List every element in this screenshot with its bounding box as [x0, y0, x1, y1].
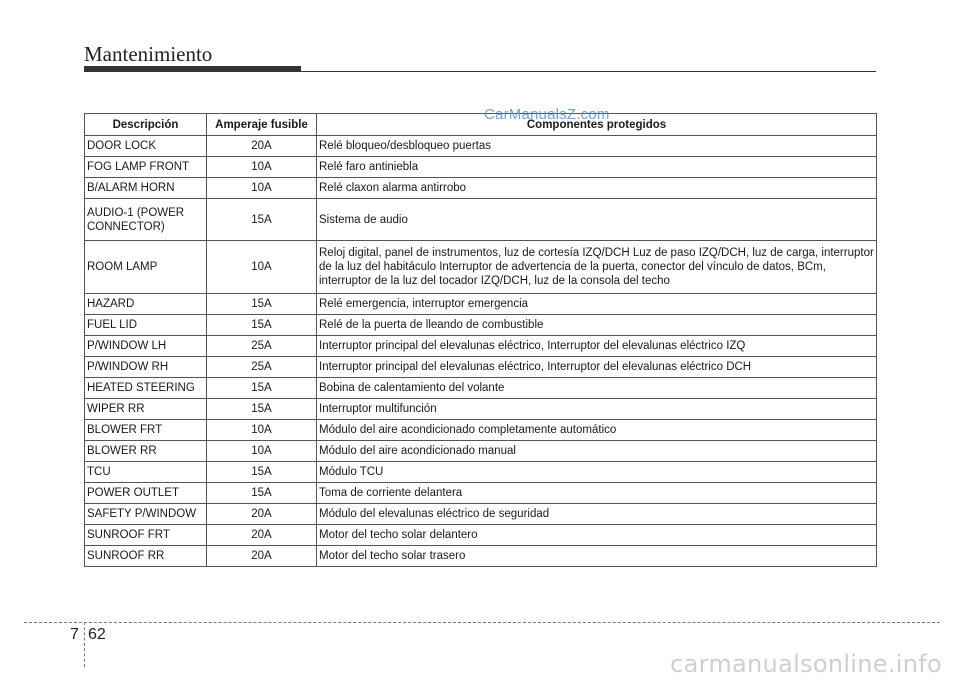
- cell-amperage: 25A: [207, 357, 317, 378]
- cell-components: Relé bloqueo/desbloqueo puertas: [317, 136, 877, 157]
- cell-amperage: 20A: [207, 136, 317, 157]
- table-row: [85, 241, 877, 294]
- cell-description: AUDIO-1 (POWER CONNECTOR): [85, 199, 207, 241]
- table-row: [85, 294, 877, 315]
- column-header-components: Componentes protegidos: [317, 114, 877, 136]
- cell-amperage: 10A: [207, 420, 317, 441]
- table-row: [85, 525, 877, 546]
- cell-components: Interruptor principal del elevalunas eléctrico, Interruptor del elevalunas eléctrico DCH: [317, 357, 877, 378]
- chapter-number: 7: [70, 626, 79, 643]
- column-header-amperage: Amperaje fusible: [207, 114, 317, 136]
- cell-description: SUNROOF FRT: [85, 525, 207, 546]
- cell-amperage: 15A: [207, 199, 317, 241]
- footer-rule: [24, 622, 940, 623]
- cell-components: Relé claxon alarma antirrobo: [317, 178, 877, 199]
- cell-description: BLOWER FRT: [85, 420, 207, 441]
- cell-components: Módulo del aire acondicionado manual: [317, 441, 877, 462]
- cell-components: Relé faro antiniebla: [317, 157, 877, 178]
- cell-amperage: 15A: [207, 378, 317, 399]
- cell-description: TCU: [85, 462, 207, 483]
- cell-description: P/WINDOW LH: [85, 336, 207, 357]
- table-row: [85, 378, 877, 399]
- table-row: [85, 336, 877, 357]
- cell-amperage: 20A: [207, 525, 317, 546]
- cell-description: FUEL LID: [85, 315, 207, 336]
- cell-amperage: 20A: [207, 504, 317, 525]
- table-row: [85, 483, 877, 504]
- table-row: [85, 462, 877, 483]
- cell-description: B/ALARM HORN: [85, 178, 207, 199]
- table-row: [85, 504, 877, 525]
- cell-amperage: 10A: [207, 241, 317, 294]
- cell-components: Módulo del aire acondicionado completamente automático: [317, 420, 877, 441]
- cell-description: POWER OUTLET: [85, 483, 207, 504]
- table-header-row: [85, 114, 877, 136]
- cell-description: SUNROOF RR: [85, 546, 207, 567]
- cell-description: HAZARD: [85, 294, 207, 315]
- cell-components: Relé emergencia, interruptor emergencia: [317, 294, 877, 315]
- cell-components: Interruptor principal del elevalunas eléctrico, Interruptor del elevalunas eléctrico IZQ: [317, 336, 877, 357]
- watermark-site: carmanualsonline.info: [670, 650, 942, 678]
- page-number: 62: [88, 626, 106, 643]
- cell-amperage: 15A: [207, 294, 317, 315]
- cell-description: P/WINDOW RH: [85, 357, 207, 378]
- table-row: [85, 199, 877, 241]
- header-rule-thick: [84, 66, 301, 72]
- cell-amperage: 25A: [207, 336, 317, 357]
- column-header-description: Descripción: [85, 114, 207, 136]
- section-title: Mantenimiento: [84, 42, 213, 66]
- table-row: [85, 136, 877, 157]
- cell-components: Módulo del elevalunas eléctrico de seguridad: [317, 504, 877, 525]
- table-row: [85, 399, 877, 420]
- cell-amperage: 10A: [207, 178, 317, 199]
- cell-amperage: 20A: [207, 546, 317, 567]
- cell-components: Interruptor multifunción: [317, 399, 877, 420]
- table-row: [85, 546, 877, 567]
- cell-components: Bobina de calentamiento del volante: [317, 378, 877, 399]
- watermark-link[interactable]: CarManualsZ.com: [484, 106, 610, 123]
- cell-description: SAFETY P/WINDOW: [85, 504, 207, 525]
- cell-amperage: 15A: [207, 399, 317, 420]
- cell-description: FOG LAMP FRONT: [85, 157, 207, 178]
- cell-description: HEATED STEERING: [85, 378, 207, 399]
- cell-description: BLOWER RR: [85, 441, 207, 462]
- table-row: [85, 441, 877, 462]
- table-row: [85, 157, 877, 178]
- table-row: [85, 357, 877, 378]
- footer-divider: [84, 622, 85, 667]
- table-row: [85, 420, 877, 441]
- cell-components: Módulo TCU: [317, 462, 877, 483]
- header-rule-thin: [301, 71, 876, 72]
- cell-components: Toma de corriente delantera: [317, 483, 877, 504]
- table-row: [85, 315, 877, 336]
- cell-components: Reloj digital, panel de instrumentos, luz de cortesía IZQ/DCH Luz de paso IZQ/DCH, luz de carga, interruptor de la luz del habitáculo Interruptor de advertencia de la puerta, conector del vínculo de datos, BCm, interruptor de la luz del tocador IZQ/DCH, luz de la consola del techo: [317, 241, 877, 294]
- cell-components: Motor del techo solar trasero: [317, 546, 877, 567]
- cell-components: Sistema de audio: [317, 199, 877, 241]
- cell-amperage: 15A: [207, 315, 317, 336]
- cell-description: WIPER RR: [85, 399, 207, 420]
- cell-description: ROOM LAMP: [85, 241, 207, 294]
- cell-components: Motor del techo solar delantero: [317, 525, 877, 546]
- cell-amperage: 15A: [207, 462, 317, 483]
- cell-description: DOOR LOCK: [85, 136, 207, 157]
- cell-amperage: 15A: [207, 483, 317, 504]
- cell-components: Relé de la puerta de lleando de combustible: [317, 315, 877, 336]
- fuse-table: [84, 113, 877, 567]
- cell-amperage: 10A: [207, 157, 317, 178]
- table-row: [85, 178, 877, 199]
- cell-amperage: 10A: [207, 441, 317, 462]
